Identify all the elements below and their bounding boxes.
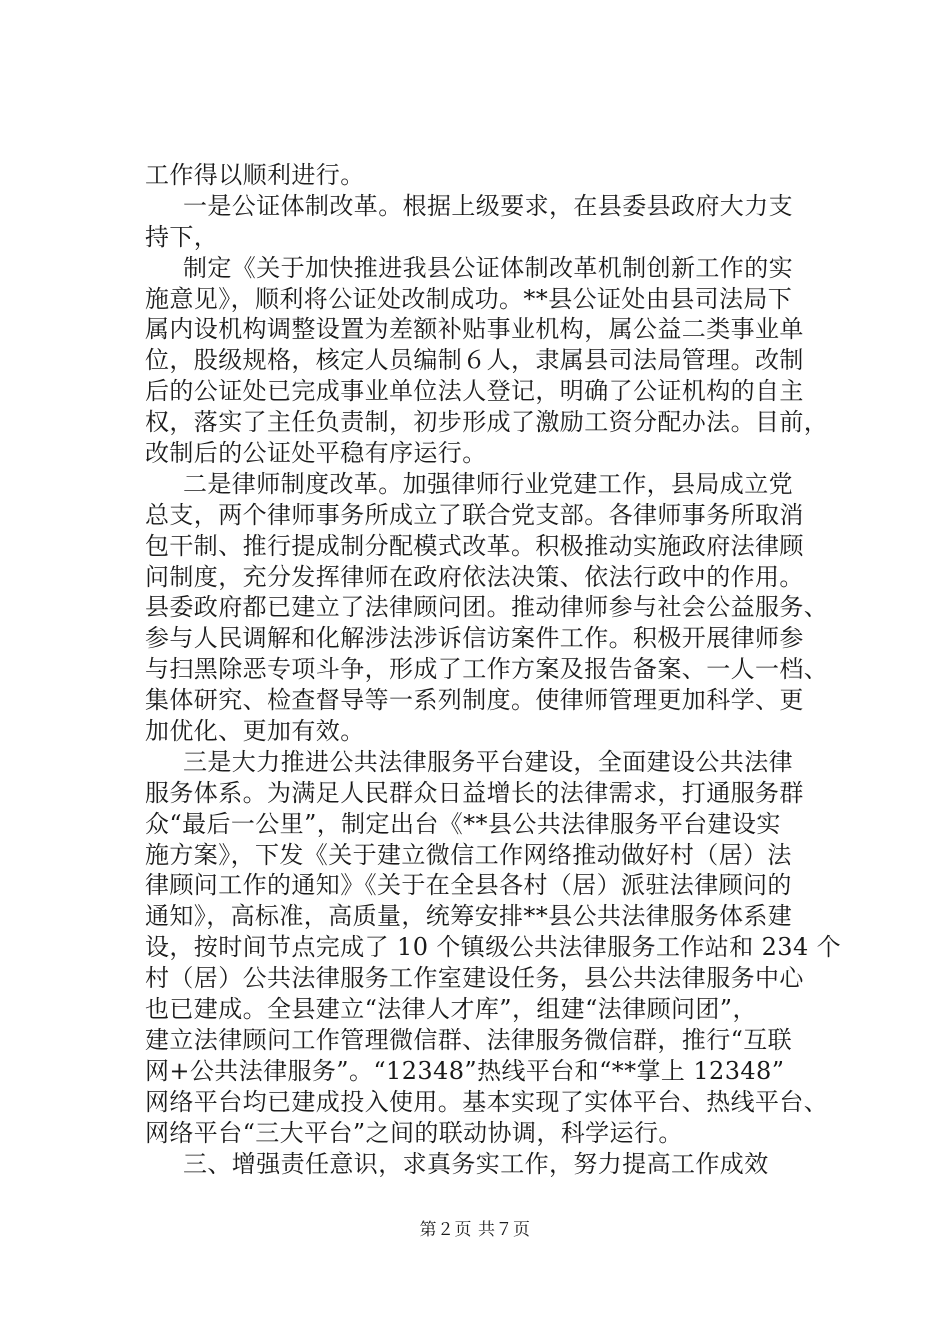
text-line: 设，按时间节点完成了 10 个镇级公共法律服务工作站和 234 个 bbox=[145, 933, 842, 962]
text-line: 权，落实了主任负责制，初步形成了激励工资分配办法。目前， bbox=[145, 408, 829, 437]
text-line: 律顾问工作的通知》《关于在全县各村（居）派驻法律顾问的 bbox=[145, 871, 792, 900]
text-line: 一是公证体制改革。根据上级要求，在县委县政府大力支 bbox=[183, 191, 793, 220]
text-line: 施方案》，下发《关于建立微信工作网络推动做好村（居）法 bbox=[145, 840, 792, 869]
text-line: 通知》，高标准，高质量，统筹安排**县公共法律服务体系建 bbox=[145, 902, 793, 931]
text-line: 也已建成。全县建立“法律人才库”，组建“法律顾问团”， bbox=[145, 995, 757, 1024]
text-line: 建立法律顾问工作管理微信群、法律服务微信群，推行“互联 bbox=[145, 1025, 793, 1054]
text-line: 参与人民调解和化解涉法涉诉信访案件工作。积极开展律师参 bbox=[145, 624, 804, 653]
text-line: 问制度，充分发挥律师在政府依法决策、依法行政中的作用。 bbox=[145, 562, 804, 591]
text-line: 网+公共法律服务”。“12348”热线平台和“**掌上 12348” bbox=[145, 1056, 785, 1085]
text-line: 网络平台均已建成投入使用。基本实现了实体平台、热线平台、 bbox=[145, 1087, 829, 1116]
text-line: 村（居）公共法律服务工作室建设任务，县公共法律服务中心 bbox=[145, 964, 804, 993]
text-line: 服务体系。为满足人民群众日益增长的法律需求，打通服务群 bbox=[145, 778, 804, 807]
text-line: 位，股级规格，核定人员编制６人，隶属县司法局管理。改制 bbox=[145, 346, 804, 375]
text-line: 持下， bbox=[145, 222, 219, 251]
text-line: 集体研究、检查督导等一系列制度。使律师管理更加科学、更 bbox=[145, 686, 804, 715]
text-line: 加优化、更加有效。 bbox=[145, 717, 365, 746]
page-footer: 第２页 共７页 bbox=[419, 1220, 531, 1240]
text-line: 改制后的公证处平稳有序运行。 bbox=[145, 439, 487, 468]
text-line: 三是大力推进公共法律服务平台建设，全面建设公共法律 bbox=[183, 747, 793, 776]
text-line: 包干制、推行提成制分配模式改革。积极推动实施政府法律顾 bbox=[145, 531, 804, 560]
text-line: 三、增强责任意识，求真务实工作，努力提高工作成效 bbox=[183, 1149, 769, 1178]
text-line: 制定《关于加快推进我县公证体制改革机制创新工作的实 bbox=[183, 253, 793, 282]
document-body bbox=[145, 160, 842, 1179]
text-line: 网络平台“三大平台”之间的联动协调，科学运行。 bbox=[145, 1118, 683, 1147]
text-line: 后的公证处已完成事业单位法人登记，明确了公证机构的自主 bbox=[145, 377, 804, 406]
text-line: 工作得以顺利进行。 bbox=[145, 161, 365, 189]
text-line: 属内设机构调整设置为差额补贴事业机构，属公益二类事业单 bbox=[145, 315, 804, 344]
text-line: 与扫黑除恶专项斗争，形成了工作方案及报告备案、一人一档、 bbox=[145, 655, 829, 684]
text-line: 总支，两个律师事务所成立了联合党支部。各律师事务所取消 bbox=[145, 500, 804, 529]
text-line: 施意见》，顺利将公证处改制成功。**县公证处由县司法局下 bbox=[145, 284, 793, 313]
text-line: 二是律师制度改革。加强律师行业党建工作，县局成立党 bbox=[183, 469, 793, 498]
text-line: 县委政府都已建立了法律顾问团。推动律师参与社会公益服务、 bbox=[145, 593, 829, 622]
text-line: 众“最后一公里”，制定出台《**县公共法律服务平台建设实 bbox=[145, 809, 781, 838]
